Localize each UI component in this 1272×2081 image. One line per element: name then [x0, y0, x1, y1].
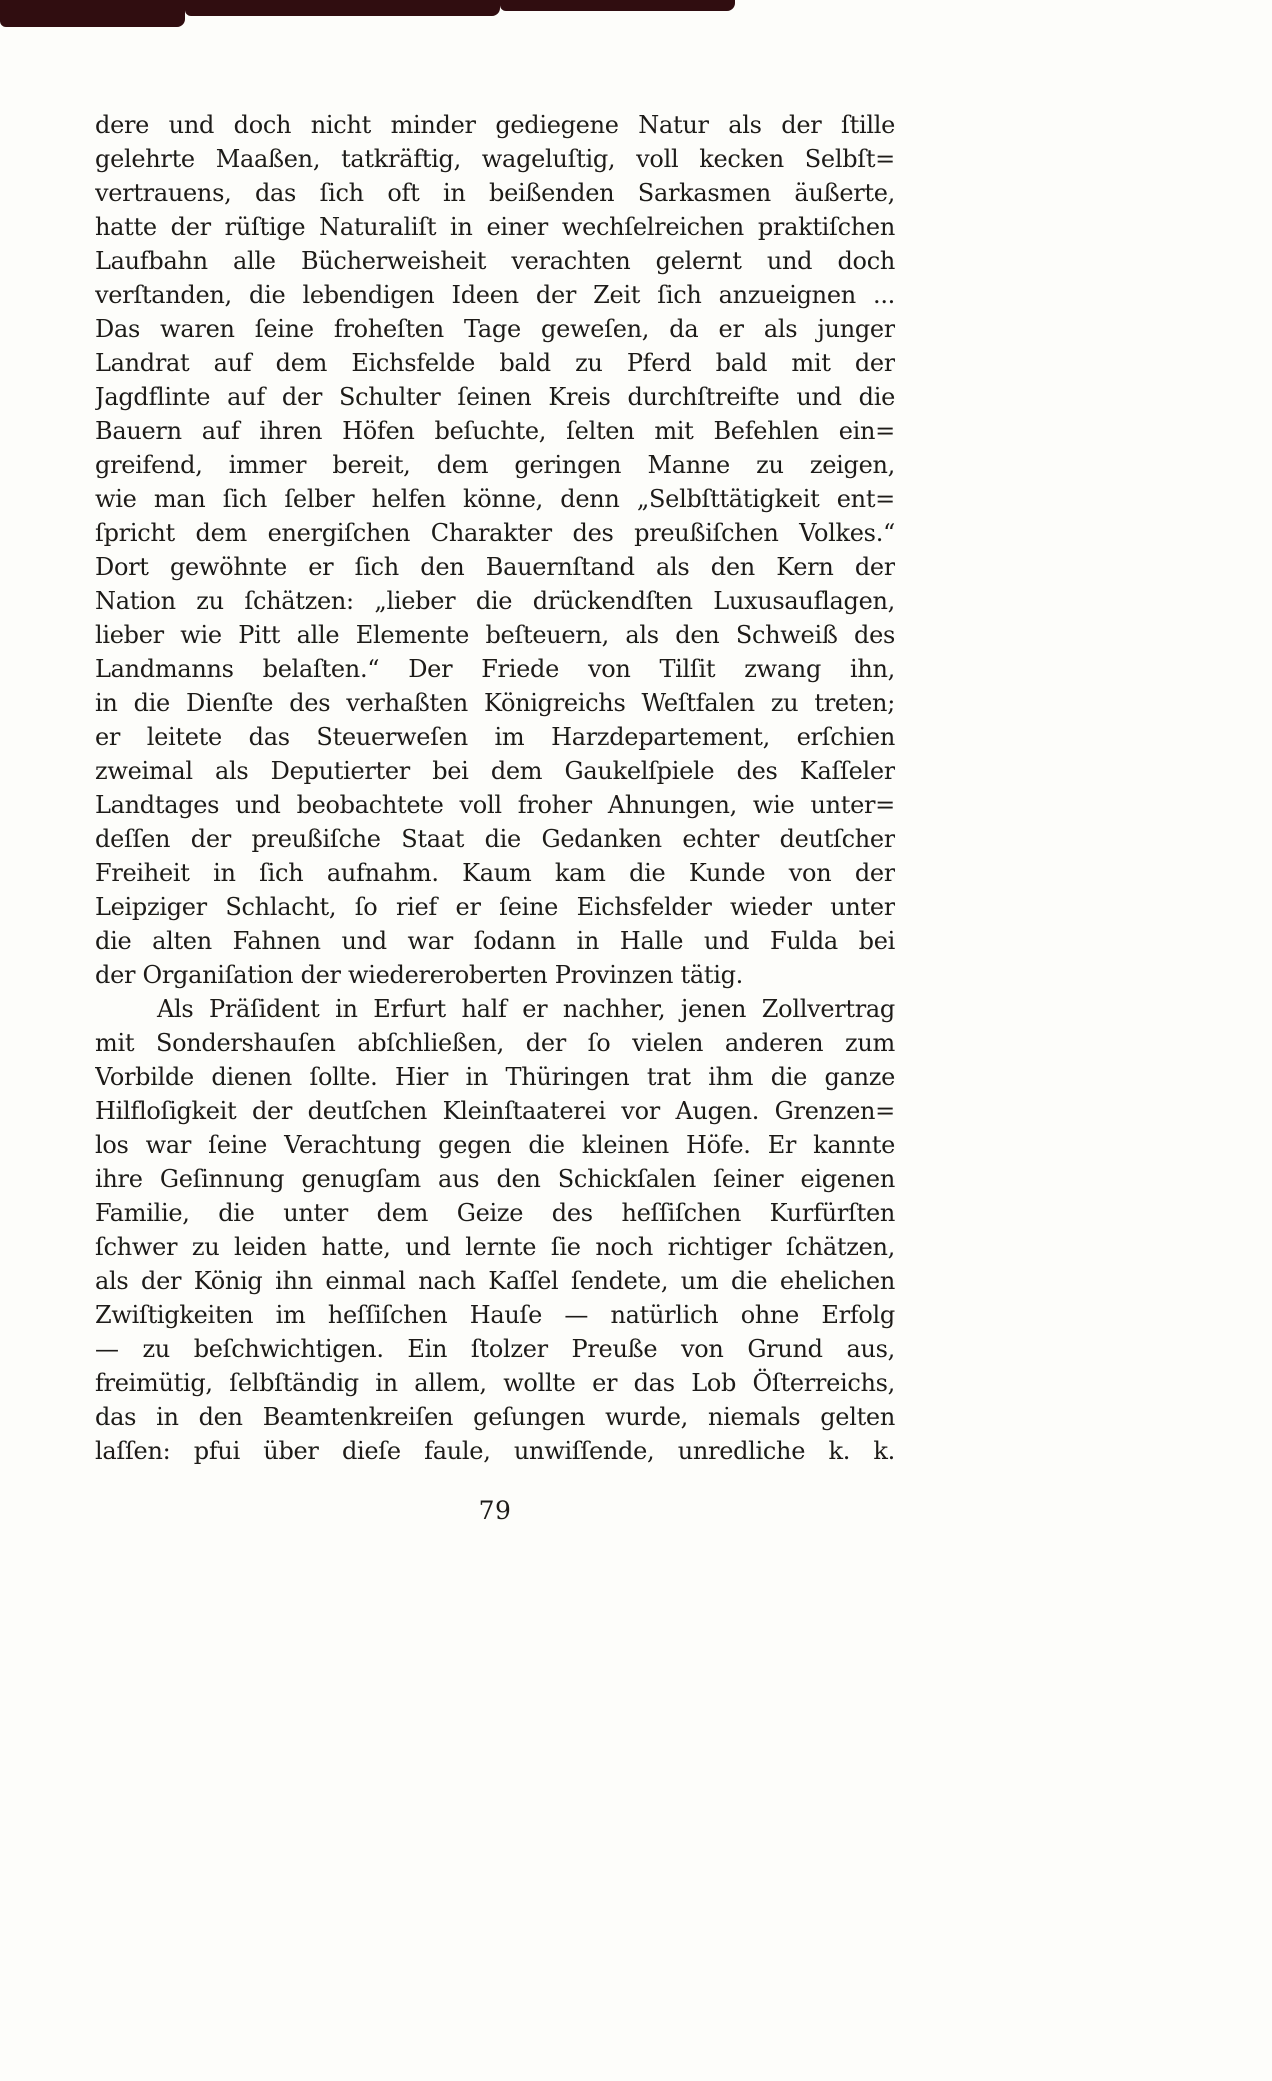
text-line: er leitete das Steuerweſen im Harzdepartement, erſchien: [95, 723, 895, 751]
text-line: freimütig, ſelbſtändig in allem, wollte er das Lob Öſterreichs,: [95, 1369, 895, 1397]
text-line: Zwiſtigkeiten im heſſiſchen Hauſe — natürlich ohne Erfolg: [95, 1301, 895, 1329]
text-line: Als Präſident in Erfurt half er nachher, jenen Zollvertrag: [157, 995, 895, 1023]
text-line: Landtages und beobachtete voll froher Ahnungen, wie unter=: [95, 791, 895, 819]
text-line: ſpricht dem energiſchen Charakter des preußiſchen Volkes.“: [95, 519, 895, 547]
text-line: los war ſeine Verachtung gegen die kleinen Höfe. Er kannte: [95, 1131, 895, 1159]
text-line: die alten Fahnen und war ſodann in Halle und Fulda bei: [95, 927, 895, 955]
text-line: Bauern auf ihren Höfen beſuchte, ſelten mit Befehlen ein=: [95, 417, 895, 445]
text-line: Hilfloſigkeit der deutſchen Kleinſtaaterei vor Augen. Grenzen=: [95, 1097, 895, 1125]
text-line: zweimal als Deputierter bei dem Gaukelſpiele des Kaſſeler: [95, 757, 895, 785]
text-line: Landmanns belaſten.“ Der Friede von Tilſit zwang ihn,: [95, 655, 895, 683]
text-line: mit Sondershauſen abſchließen, der ſo vielen anderen zum: [95, 1029, 895, 1057]
text-line: dere und doch nicht minder gediegene Natur als der ſtille: [95, 111, 895, 139]
text-line: Vorbilde dienen ſollte. Hier in Thüringen trat ihm die ganze: [95, 1063, 895, 1091]
text-line: vertrauens, das ſich oft in beißenden Sarkasmen äußerte,: [95, 179, 895, 207]
text-line: greifend, immer bereit, dem geringen Manne zu zeigen,: [95, 451, 895, 479]
text-line: gelehrte Maaßen, tatkräftig, wageluſtig, voll kecken Selbſt=: [95, 145, 895, 173]
text-line: Leipziger Schlacht, ſo rief er ſeine Eichsfelder wieder unter: [95, 893, 895, 921]
text-line: — zu beſchwichtigen. Ein ſtolzer Preuße von Grund aus,: [95, 1335, 895, 1363]
text-line: verſtanden, die lebendigen Ideen der Zeit ſich anzueignen ...: [95, 281, 895, 309]
text-line: Freiheit in ſich aufnahm. Kaum kam die Kunde von der: [95, 859, 895, 887]
text-line: deſſen der preußiſche Staat die Gedanken echter deutſcher: [95, 825, 895, 853]
text-line: Laufbahn alle Bücherweisheit verachten gelernt und doch: [95, 247, 895, 275]
text-line: als der König ihn einmal nach Kaſſel ſendete, um die ehelichen: [95, 1267, 895, 1295]
text-line: lieber wie Pitt alle Elemente beſteuern, als den Schweiß des: [95, 621, 895, 649]
scan-artifact: [185, 0, 500, 16]
text-line: Dort gewöhnte er ſich den Bauernſtand als den Kern der: [95, 553, 895, 581]
text-line: hatte der rüſtige Naturaliſt in einer wechſelreichen praktiſchen: [95, 213, 895, 241]
text-line: Familie, die unter dem Geize des heſſiſchen Kurfürſten: [95, 1199, 895, 1227]
text-line: ſchwer zu leiden hatte, und lernte ſie noch richtiger ſchätzen,: [95, 1233, 895, 1261]
text-line: das in den Beamtenkreiſen geſungen wurde, niemals gelten: [95, 1403, 895, 1431]
text-line: Nation zu ſchätzen: „lieber die drückendſten Luxusauflagen,: [95, 587, 895, 615]
page-number: 79: [478, 1496, 512, 1525]
text-line: Das waren ſeine froheſten Tage geweſen, da er als junger: [95, 315, 895, 343]
text-line: laſſen: pfui über dieſe faule, unwiſſende, unredliche k. k.: [95, 1437, 895, 1465]
scan-artifact: [0, 0, 185, 27]
text-line: ihre Geſinnung genugſam aus den Schickſalen ſeiner eigenen: [95, 1165, 895, 1193]
text-line: wie man ſich ſelber helfen könne, denn „Selbſttätigkeit ent=: [95, 485, 895, 513]
text-line: Landrat auf dem Eichsfelde bald zu Pferd bald mit der: [95, 349, 895, 377]
scan-artifact: [500, 0, 735, 11]
text-line: der Organiſation der wiedereroberten Provinzen tätig.: [95, 961, 743, 989]
text-line: in die Dienſte des verhaßten Königreichs Weſtfalen zu treten;: [95, 689, 895, 717]
text-line: Jagdflinte auf der Schulter ſeinen Kreis durchſtreifte und die: [95, 383, 895, 411]
page-text: [95, 108, 895, 1468]
